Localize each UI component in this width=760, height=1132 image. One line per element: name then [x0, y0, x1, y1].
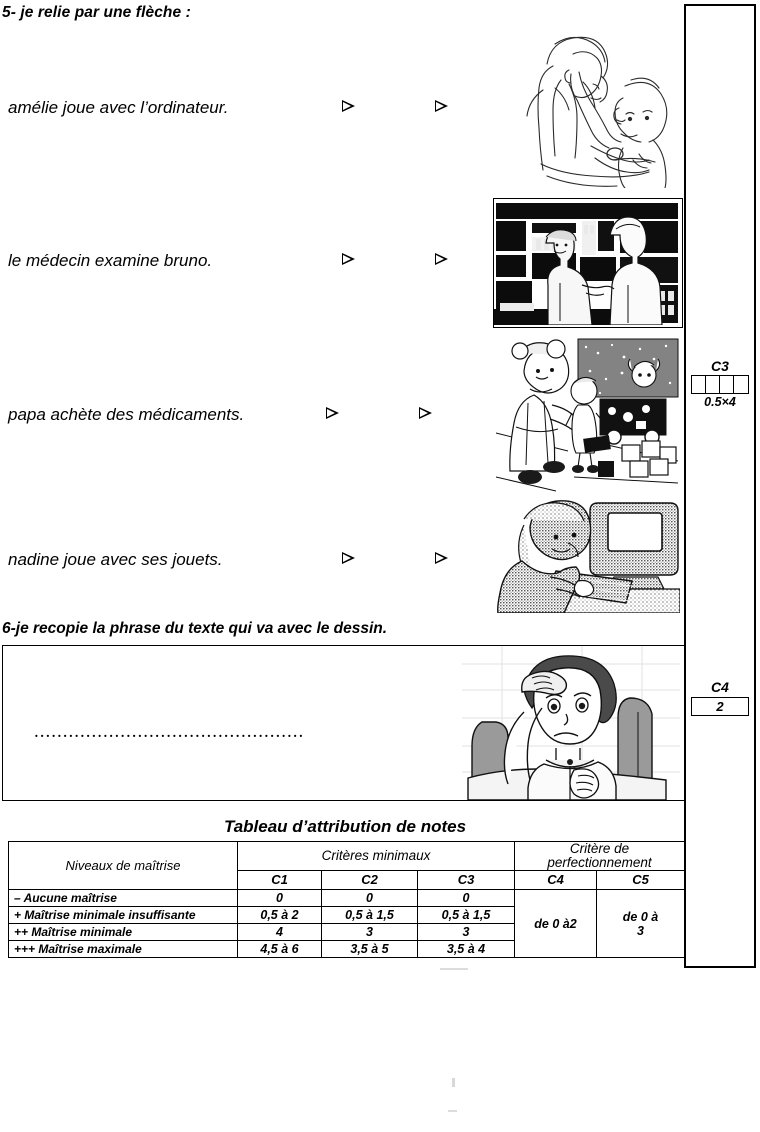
arrow-bullet-left-icon[interactable]: [342, 552, 343, 568]
table-header-row: [9, 842, 685, 871]
arrow-bullet-right-icon[interactable]: [435, 552, 436, 568]
cell-c3: 0: [418, 890, 515, 907]
level-name: – Aucune maîtrise: [9, 890, 238, 907]
cell-c4-span: de 0 à2: [515, 890, 597, 958]
score-value-c4[interactable]: 2: [691, 697, 749, 716]
arrow-bullet-left-icon[interactable]: [342, 253, 343, 269]
header-c2: C2: [322, 871, 418, 890]
match-sentence: le médecin examine bruno.: [8, 251, 213, 270]
header-c3: C3: [418, 871, 515, 890]
score-label-c4: C4: [711, 679, 729, 695]
notes-table-title: Tableau d’attribution de notes: [223, 817, 467, 836]
arrow-bullet-right-icon[interactable]: [435, 253, 436, 269]
cell-c2: 0: [322, 890, 418, 907]
arrow-bullet-right-icon[interactable]: [419, 407, 420, 423]
exercise-5-heading: 5- je relie par une flèche :: [2, 4, 191, 21]
cell-c1: 4,5 à 6: [238, 941, 322, 958]
score-block-c3: [684, 358, 756, 410]
cell-c2: 3,5 à 5: [322, 941, 418, 958]
scan-artifact: [440, 968, 468, 970]
notes-table: [8, 841, 685, 958]
cell-c1: 0,5 à 2: [238, 907, 322, 924]
match-row[interactable]: [8, 248, 478, 274]
arrow-bullet-right-icon[interactable]: [435, 100, 436, 116]
cell-c2: 3: [322, 924, 418, 941]
match-sentence: amélie joue avec l’ordinateur.: [8, 98, 229, 117]
cell-c3: 3,5 à 4: [418, 941, 515, 958]
arrow-bullet-left-icon[interactable]: [342, 100, 343, 116]
score-label-c3: C3: [711, 358, 729, 374]
header-c4: C4: [515, 871, 597, 890]
cell-c1: 4: [238, 924, 322, 941]
illustration-doctor-examining-child: [495, 24, 679, 188]
arrow-bullet-left-icon[interactable]: [326, 407, 327, 423]
header-group-minimum: Critères minimaux: [238, 842, 515, 871]
scoring-sidebar: [684, 4, 756, 968]
header-group-perfection: Critère de perfectionnement: [515, 842, 685, 871]
illustration-girl-playing-with-toys: [494, 337, 680, 493]
level-name: + Maîtrise minimale insuffisante: [9, 907, 238, 924]
cell-c3: 0,5 à 1,5: [418, 907, 515, 924]
answer-dotted-line[interactable]: ...............................................: [34, 725, 305, 739]
header-c1: C1: [238, 871, 322, 890]
cell-c5-span: [597, 890, 685, 958]
cell-c3: 3: [418, 924, 515, 941]
score-cell[interactable]: [706, 376, 720, 393]
score-cell[interactable]: [734, 376, 748, 393]
score-cells-c3[interactable]: [691, 375, 749, 394]
scan-artifact: [448, 1110, 457, 1112]
cell-c1: 0: [238, 890, 322, 907]
table-row: [9, 890, 685, 907]
illustration-sick-boy-in-bed: [462, 646, 680, 800]
scan-artifact: [452, 1078, 455, 1087]
score-block-c4: [684, 679, 756, 716]
match-sentence: nadine joue avec ses jouets.: [8, 550, 223, 569]
match-row[interactable]: [8, 547, 478, 573]
cell-c5-line2: 3: [637, 923, 644, 938]
match-row[interactable]: [8, 402, 478, 428]
header-levels: Niveaux de maîtrise: [9, 842, 238, 890]
level-name: +++ Maîtrise maximale: [9, 941, 238, 958]
match-sentence: papa achète des médicaments.: [8, 405, 245, 424]
score-cell[interactable]: [720, 376, 734, 393]
score-sub-c3: 0.5×4: [704, 395, 736, 409]
cell-c5-line1: de 0 à: [622, 909, 659, 924]
illustration-girl-at-computer: [494, 497, 680, 613]
cell-c2: 0,5 à 1,5: [322, 907, 418, 924]
exercise-6-heading: 6-je recopie la phrase du texte qui va avec le dessin.: [2, 620, 388, 637]
illustration-pharmacy-counter: [493, 198, 683, 328]
header-c5: C5: [597, 871, 685, 890]
score-cell[interactable]: [692, 376, 706, 393]
level-name: ++ Maîtrise minimale: [9, 924, 238, 941]
match-row[interactable]: [8, 95, 478, 121]
